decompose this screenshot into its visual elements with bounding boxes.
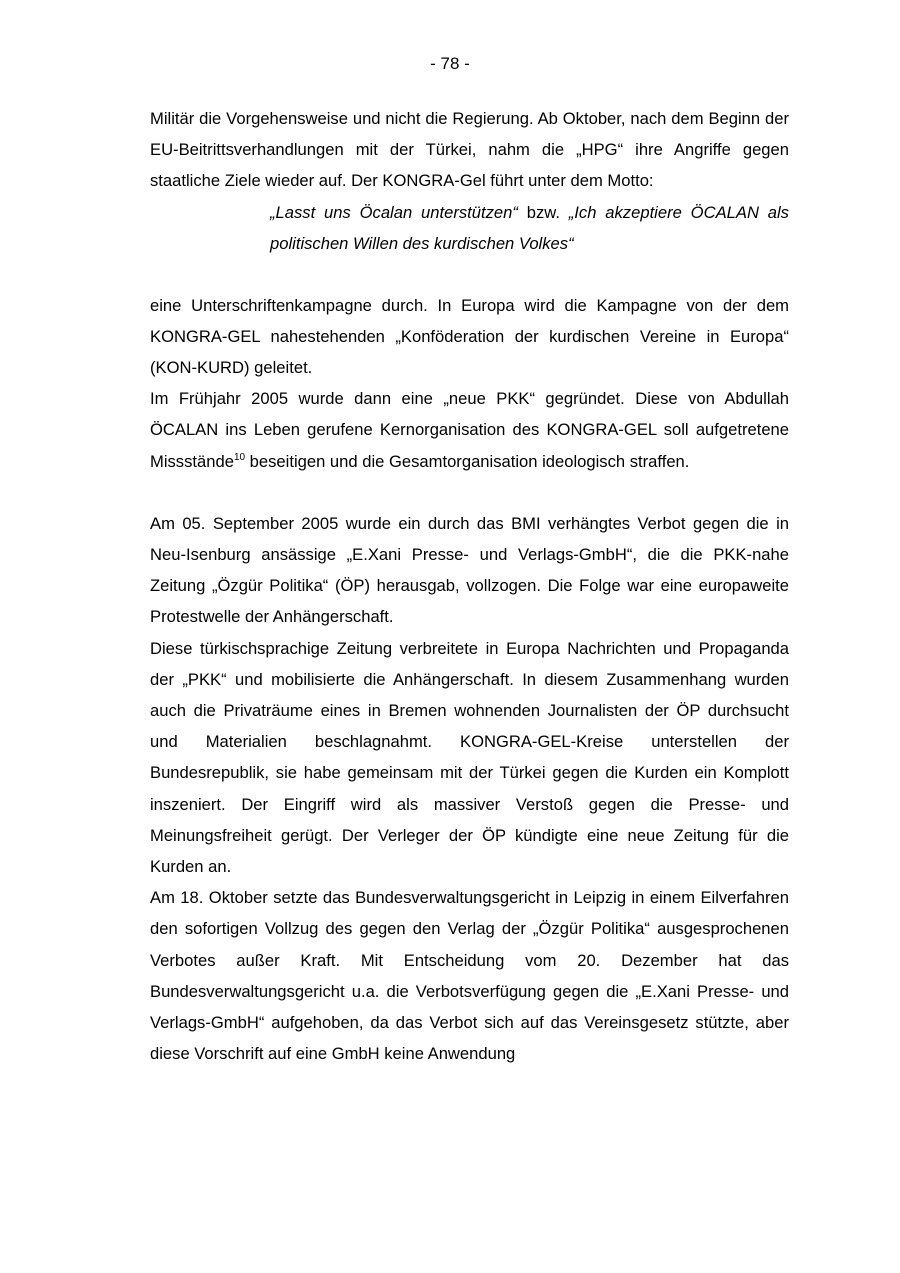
paragraph-neue-pkk — [150, 383, 789, 477]
footnote-marker: 10 — [233, 451, 246, 463]
paragraph-gap — [150, 259, 789, 290]
paragraph-militaer: Militär die Vorgehensweise und nicht die Regierung. Ab Oktober, nach dem Beginn der EU-Beitrittsverhandlungen mit der Türkei, nahm die „HPG“ ihre Angriffe gegen staatliche Ziele wieder auf. Der KONGRA-Gel führt unter dem Motto: — [150, 109, 789, 191]
document-body — [150, 103, 789, 1069]
paragraph-neue-pkk-text-start: Im Frühjahr 2005 wurde dann eine „neue PKK“ gegründet. Diese von Abdullah ÖCALAN ins Leben gerufene Kernorganisation des KONGRA-GEL soll aufgetretene Missstände — [150, 389, 789, 471]
quote-part-one: „Lasst uns Öcalan unterstützen“ — [270, 202, 518, 222]
paragraph-unterschriftenkampagne: eine Unterschriftenkampagne durch. In Europa wird die Kampagne von der dem KONGRA-GEL nahestehenden „Konföderation der kurdischen Vereine in Europa“ (KON-KURD) geleitet. — [150, 295, 789, 378]
quote-connector: bzw. — [517, 202, 569, 222]
paragraph-zeitung: Diese türkischsprachige Zeitung verbreitete in Europa Nachrichten und Propaganda der „PKK“ und mobilisierte die Anhängerschaft. In diesem Zusammenhang wurden auch die Privaträume eines in Bremen wohnenden Journalisten der ÖP durchsucht und Materialien beschlagnahmt. KONGRA-GEL-Kreise unterstellen der Bundesrepublik, sie habe gemeinsam mit der Türkei gegen die Kurden ein Komplott inszeniert. Der Eingriff wird als massiver Verstoß gegen die Presse- und Meinungsfreiheit gerügt. Der Verleger der ÖP kündigte eine neue Zeitung für die Kurden an. — [150, 638, 789, 877]
page-number: - 78 - — [430, 54, 470, 73]
paragraph-gap — [150, 477, 789, 508]
block-quote-motto — [270, 197, 789, 259]
paragraph-neue-pkk-text-end: beseitigen und die Gesamtorganisation ideologisch straffen. — [245, 451, 690, 471]
quote-part-two: „Ich akzeptiere ÖCALAN als politischen Willen des kurdischen Volkes“ — [270, 202, 789, 253]
paragraph-bundesverwaltungsgericht: Am 18. Oktober setzte das Bundesverwaltungsgericht in Leipzig in einem Eilverfahren den sofortigen Vollzug des gegen den Verlag der „Özgür Politika“ ausgesprochenen Verbotes außer Kraft. Mit Entscheidung vom 20. Dezember hat das Bundesverwaltungsgericht u.a. die Verbotsverfügung gegen die „E.Xani Presse- und Verlags-GmbH“ aufgehoben, da das Verbot sich auf das Vereinsgesetz stützte, aber diese Vorschrift auf eine GmbH keine Anwendung — [150, 888, 789, 1064]
paragraph-verbot: Am 05. September 2005 wurde ein durch das BMI verhängtes Verbot gegen die in Neu-Isenburg ansässige „E.Xani Presse- und Verlags-GmbH“, die die PKK-nahe Zeitung „Özgür Politika“ (ÖP) herausgab, vollzogen. Die Folge war eine europaweite Protestwelle der Anhängerschaft. — [150, 513, 789, 627]
